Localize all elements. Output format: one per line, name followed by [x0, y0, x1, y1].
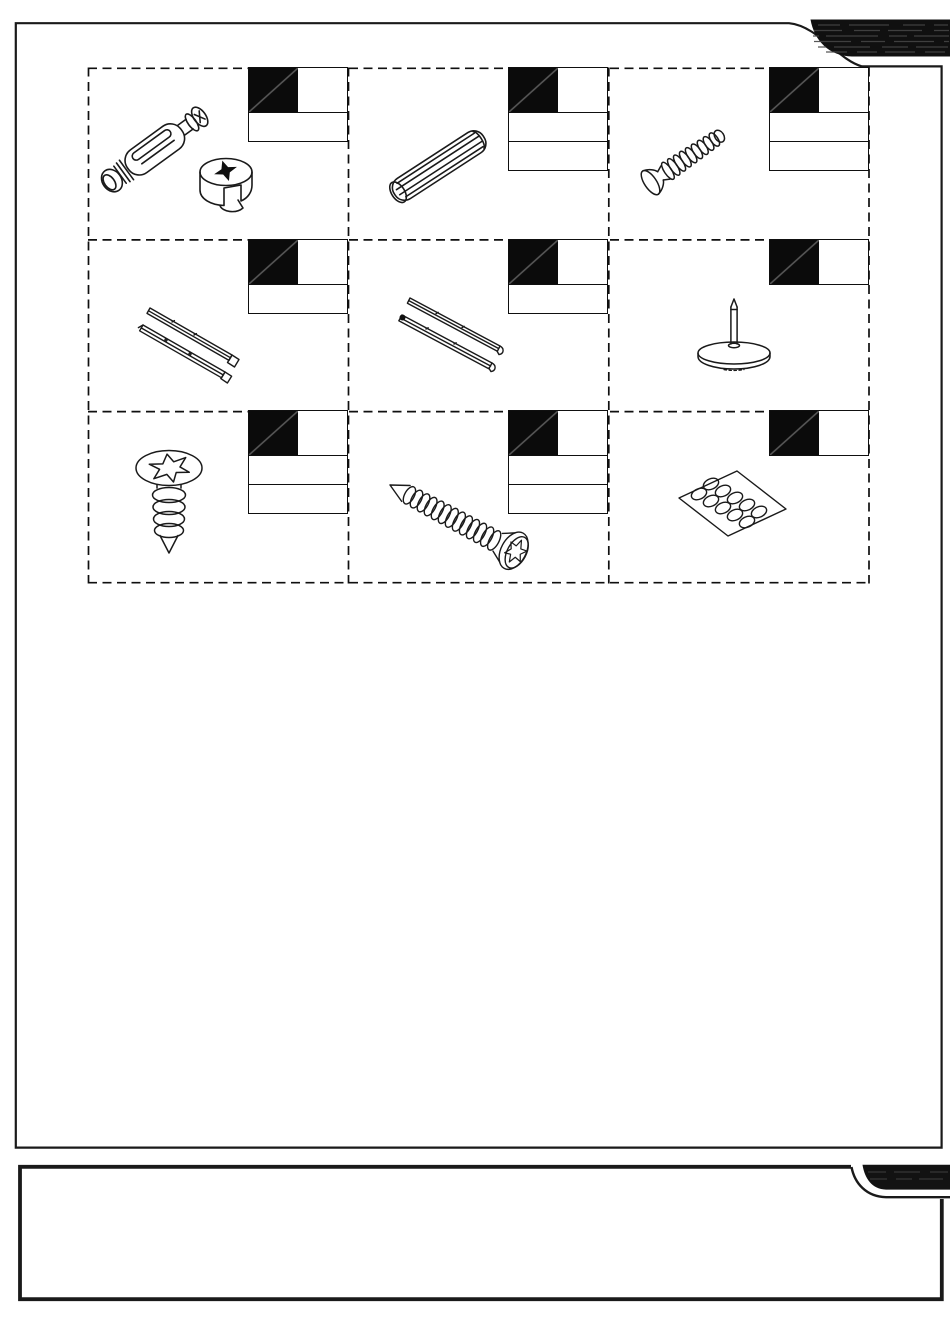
cam-bolt-and-cam-lock-icon: [92, 84, 276, 224]
part-number-square: [249, 411, 298, 455]
pan-head-screw-icon: [132, 447, 206, 557]
part-qty-square: [819, 68, 868, 112]
parts-cell-5: [348, 240, 608, 412]
part-qty-square: [558, 240, 607, 284]
parts-cell-3: [609, 68, 869, 240]
wooden-dowel-icon: [374, 118, 506, 212]
footer-box: [22, 1170, 938, 1296]
part-info-row: [509, 284, 607, 313]
part-info-row: [770, 141, 868, 170]
part-qty-square: [558, 411, 607, 455]
part-number-square: [770, 68, 819, 112]
parts-cell-8: [348, 411, 608, 583]
part-info-row: [249, 484, 347, 513]
euro-screw-icon: [631, 112, 743, 204]
part-number-square: [770, 411, 819, 455]
sticker-sheet-icon: [673, 467, 793, 547]
part-info-row: [770, 112, 868, 141]
parts-cell-2: [348, 68, 608, 240]
part-info-row: [509, 112, 607, 141]
part-info-row: [249, 455, 347, 484]
parts-cell-4: [88, 240, 348, 412]
parts-cell-9: [609, 411, 869, 583]
part-qty-square: [558, 68, 607, 112]
part-label-box: [508, 239, 608, 314]
flat-head-screw-icon: [380, 461, 548, 581]
parts-cell-7: [88, 411, 348, 583]
part-label-box: [248, 239, 348, 314]
part-qty-square: [298, 411, 347, 455]
part-label-box: [508, 67, 608, 171]
drawer-slides-icon: [396, 290, 512, 382]
drawer-slides-icon: [138, 298, 250, 390]
part-label-box: [248, 410, 348, 514]
part-qty-square: [298, 240, 347, 284]
parts-cell-1: [88, 68, 348, 240]
part-number-square: [770, 240, 819, 284]
part-qty-square: [819, 240, 868, 284]
part-number-square: [249, 240, 298, 284]
part-number-square: [509, 411, 558, 455]
part-info-row: [509, 141, 607, 170]
part-qty-square: [298, 68, 347, 112]
part-qty-square: [819, 411, 868, 455]
part-number-square: [509, 240, 558, 284]
part-label-box: [769, 410, 869, 456]
nail-glide-icon: [693, 294, 775, 382]
parts-cell-6: [609, 240, 869, 412]
part-info-row: [249, 284, 347, 313]
part-label-box: [769, 67, 869, 171]
part-number-square: [509, 68, 558, 112]
part-label-box: [769, 239, 869, 285]
